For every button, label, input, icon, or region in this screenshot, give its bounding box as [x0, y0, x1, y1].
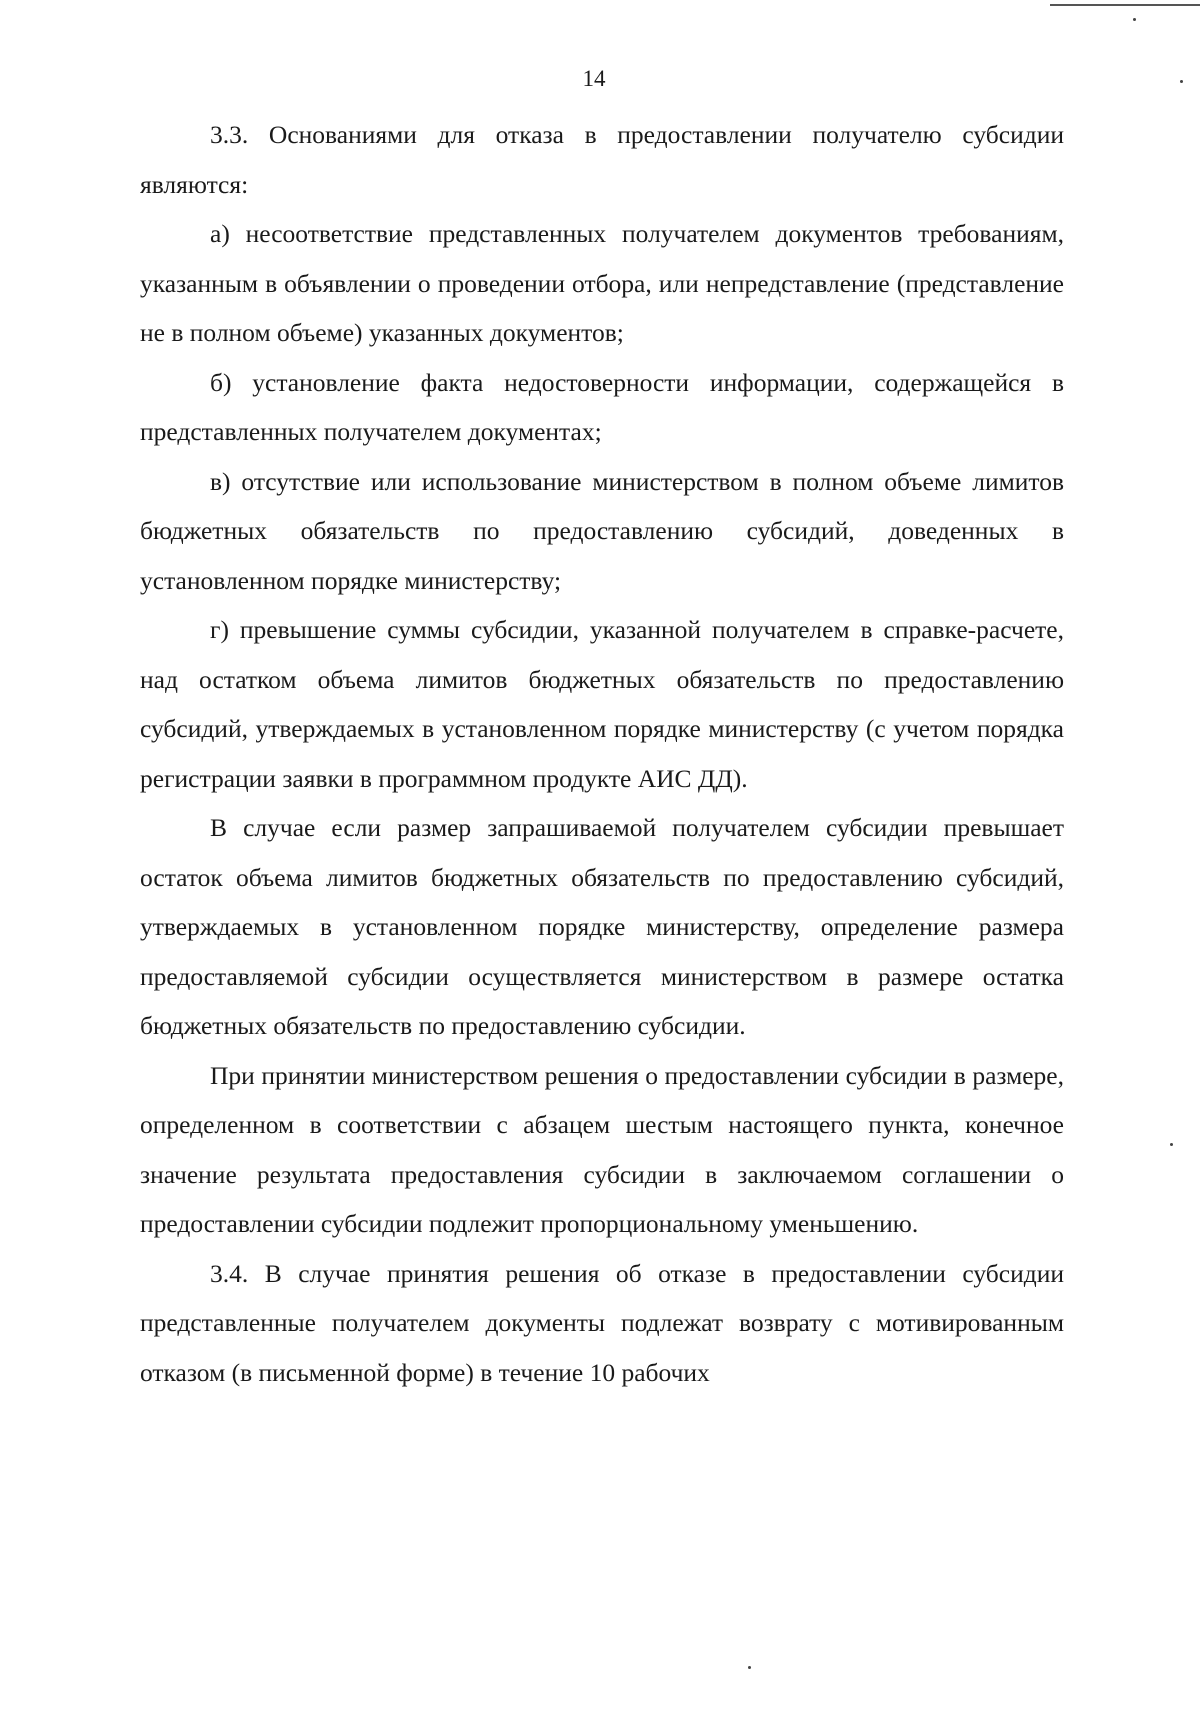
scan-speck	[1170, 1143, 1173, 1146]
paragraph-item-b: б) установление факта недостоверности информации, содержащейся в представленных получателем документах;	[140, 367, 1064, 446]
paragraph-item-g: г) превышение суммы субсидии, указанной получателем в справке-расчете, над остатком объема лимитов бюджетных обязательств по предоставлению субсидий, утверждаемых в установленном порядке министерству (с учетом порядка регистрации заявки в программном продукте АИС ДД).	[140, 615, 1064, 793]
paragraph-item-v: в) отсутствие или использование министерством в полном объеме лимитов бюджетных обязательств по предоставлению субсидий, доведенных в установленном порядке министерству;	[140, 466, 1064, 595]
scan-edge-line	[1050, 4, 1200, 6]
document-body	[140, 110, 1064, 1397]
scan-speck	[1133, 18, 1136, 21]
paragraph-subsidy-excess: В случае если размер запрашиваемой получателем субсидии превышает остаток объема лимитов бюджетных обязательств по предоставлению субсидий, утверждаемых в установленном порядке министерству, определение размера предоставляемой субсидии осуществляется министерством в размере остатка бюджетных обязательств по предоставлению субсидии.	[140, 813, 1064, 1040]
scan-speck	[748, 1666, 751, 1669]
paragraph-3-4: 3.4. В случае принятия решения об отказе в предоставлении субсидии представленные получателем документы подлежат возврату с мотивированным отказом (в письменной форме) в течение 10 рабочих	[140, 1258, 1064, 1387]
page-number: 14	[582, 66, 606, 91]
paragraph-item-a: а) несоответствие представленных получателем документов требованиям, указанным в объявлении о проведении отбора, или непредставление (представление не в полном объеме) указанных документов;	[140, 219, 1064, 347]
paragraph-proportional-reduction: При принятии министерством решения о предоставлении субсидии в размере, определенном в соответствии с абзацем шестым настоящего пункта, конечное значение результата предоставления субсидии в заключаемом соглашении о предоставлении субсидии подлежит пропорциональному уменьшению.	[140, 1060, 1064, 1238]
paragraph-3-3: 3.3. Основаниями для отказа в предоставлении получателю субсидии являются:	[140, 120, 1064, 199]
